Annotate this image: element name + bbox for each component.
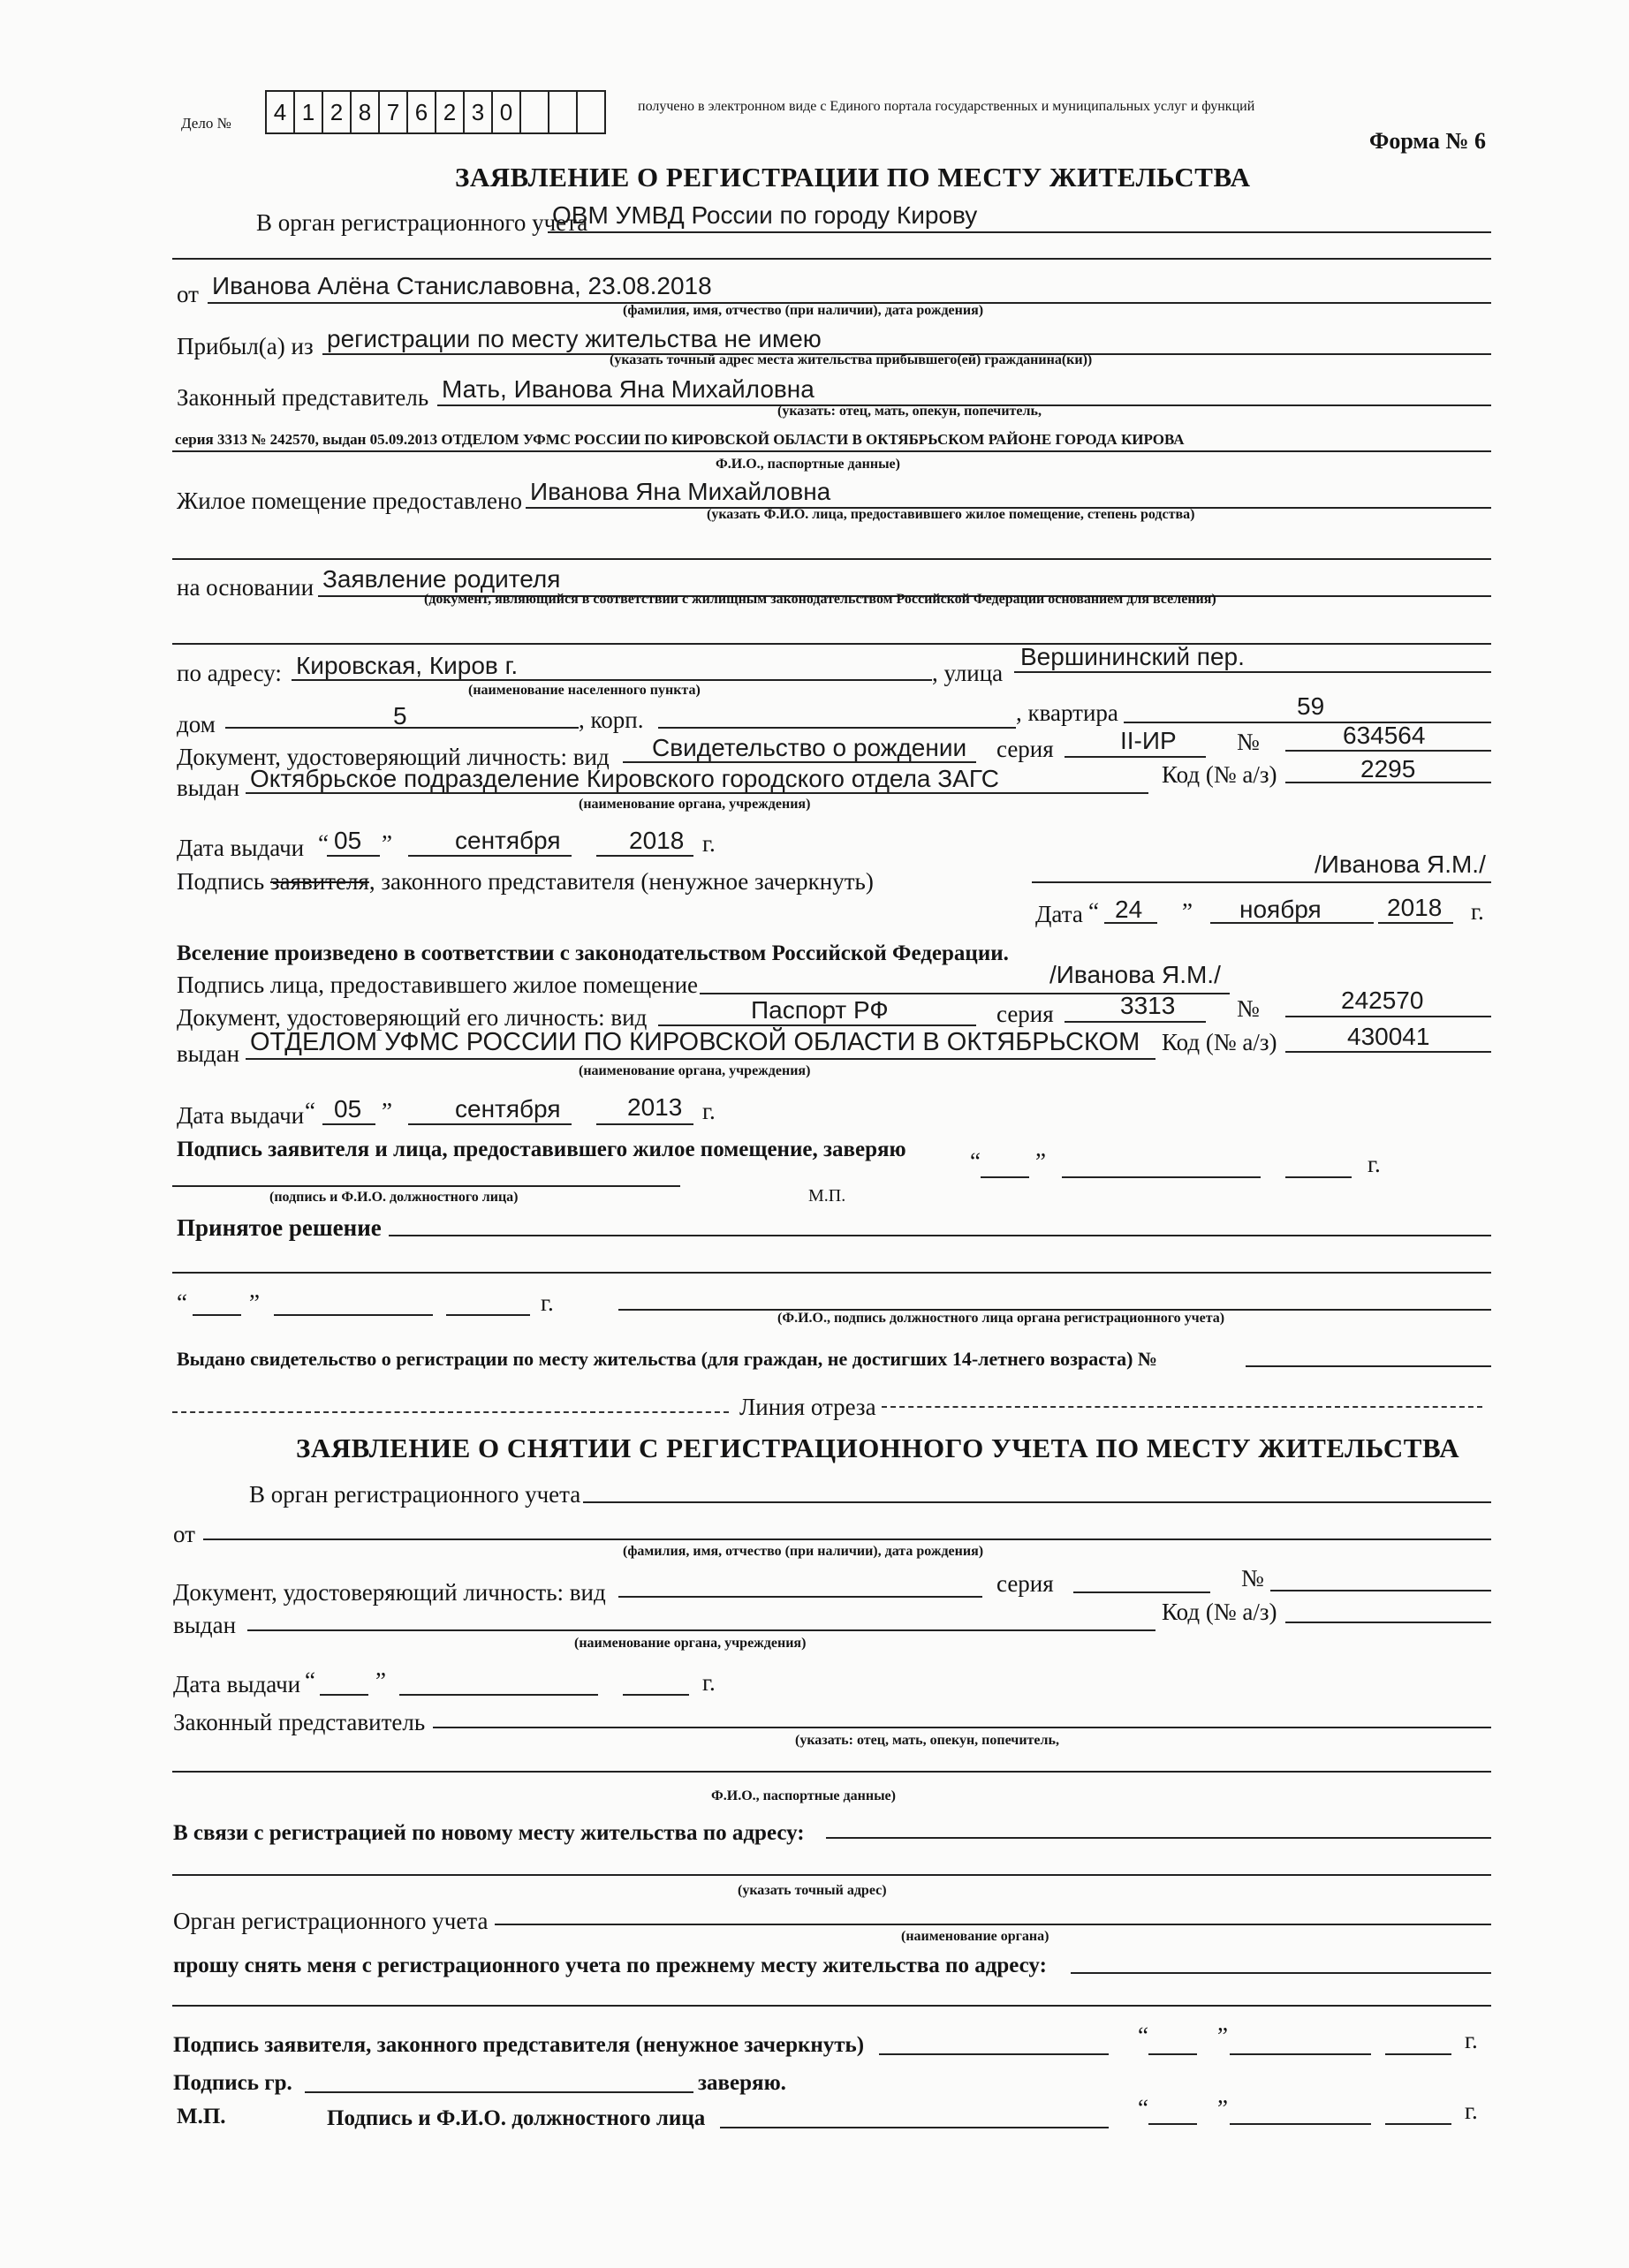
certify-year-suffix: г. (1368, 1151, 1381, 1177)
form2-rep-line-2 (172, 1771, 1491, 1773)
sign-label (177, 868, 874, 896)
mp-stamp-1: М.П. (808, 1186, 846, 1206)
form2-request-label: прошу снять меня с регистрационного учета по прежнему месту жительства по адресу: (173, 1954, 1047, 1977)
certify-date-open-quote: “ (970, 1148, 981, 1175)
form2-date-year-line (623, 1694, 689, 1696)
housing-label: Жилое помещение предоставлено (177, 488, 522, 514)
arrived-value: регистрации по месту жительства не имею (327, 325, 822, 352)
form2-from-label: от (173, 1521, 195, 1547)
portal-note: получено в электронном виде с Единого портала государственных и муниципальных услуг и функций (638, 99, 1255, 114)
form1-title: ЗАЯВЛЕНИЕ О РЕГИСТРАЦИИ ПО МЕСТУ ЖИТЕЛЬСТВА (455, 162, 1251, 193)
official2-hint: (Ф.И.О., подпись должностного лица органа регистрационного учета) (777, 1311, 1225, 1326)
rep-value: Мать, Иванова Яна Михайловна (442, 375, 814, 403)
sign-date-year: 2018 (1387, 894, 1443, 921)
form2-official-date-year-line (1385, 2123, 1451, 2125)
case-digit: 8 (352, 92, 380, 132)
code-value: 2295 (1360, 755, 1416, 782)
form2-sign-line (879, 2053, 1109, 2055)
form2-series-line (1073, 1591, 1210, 1593)
form2-newaddr-line (826, 1837, 1491, 1839)
date-month-line (408, 855, 572, 857)
form2-doc-line (618, 1596, 982, 1598)
form2-date-label: Дата выдачи (173, 1671, 301, 1697)
form2-sign-gr-line (305, 2091, 693, 2093)
date2-label: Дата выдачи (177, 1102, 305, 1129)
organ-value: ОВМ УМВД России по городу Кирову (552, 201, 978, 229)
delo-label: Дело № (181, 115, 231, 132)
form2-request-line-2 (172, 2005, 1491, 2007)
num-value: 634564 (1343, 722, 1426, 749)
form2-sign-date-year-line (1385, 2053, 1451, 2055)
flat-label: , квартира (1016, 699, 1118, 726)
case-number-boxes (265, 90, 606, 134)
arrived-label: Прибыл(а) из (177, 333, 314, 359)
form2-sign-date-day-line (1148, 2053, 1197, 2055)
case-digit: 4 (267, 92, 295, 132)
form2-newaddr-hint: (указать точный адрес) (738, 1883, 887, 1898)
form-number: Форма № 6 (1369, 128, 1487, 154)
form2-request-line (1071, 1972, 1491, 1974)
doc2-line (658, 1024, 976, 1026)
num-label: № (1237, 729, 1260, 755)
case-digit: 3 (465, 92, 493, 132)
issued-hint: (наименование органа, учреждения) (579, 797, 811, 812)
form2-rep-label: Законный представитель (173, 1709, 426, 1735)
doc2-series-label: серия (996, 1001, 1054, 1027)
sign-date-month: ноября (1239, 896, 1322, 923)
basis-hint: (документ, являющийся в соответствии с жилищным законодательством Российской Федерации основанием для вселения) (424, 592, 1216, 607)
form2-series-label: серия (996, 1570, 1054, 1597)
decision-date-open-quote: “ (177, 1289, 187, 1316)
provider-sign-value: /Иванова Я.М./ (1049, 961, 1221, 988)
flat-value: 59 (1297, 692, 1325, 720)
house-line (225, 727, 579, 729)
date-day-line (327, 855, 380, 857)
code2-value: 430041 (1347, 1023, 1430, 1050)
form2-date-day-line (320, 1694, 368, 1696)
date2-year-suffix: г. (702, 1098, 716, 1124)
form2-organ2-hint: (наименование органа) (901, 1929, 1049, 1944)
form2-organ2-line (495, 1924, 1491, 1925)
sign-date-label: Дата (1035, 901, 1083, 927)
date-open-quote: “ (318, 830, 329, 857)
settled-text: Вселение произведено в соответствии с законодательством Российской Федерации. (177, 941, 1009, 965)
decision-date-day-line (193, 1314, 241, 1316)
certify-date-year-line (1285, 1176, 1352, 1178)
sign-label-prefix: Подпись (177, 868, 265, 895)
provider-sign-label: Подпись лица, предоставившего жилое помещение (177, 971, 699, 998)
decision-date-year-line (446, 1314, 530, 1316)
form2-mp: М.П. (177, 2105, 226, 2128)
date-day: 05 (334, 827, 362, 854)
rep-passport: серия 3313 № 242570, выдан 05.09.2013 ОТДЕЛОМ УФМС РОССИИ ПО КИРОВСКОЙ ОБЛАСТИ В ОКТЯБРЬСКОМ РАЙОНЕ ГОРОДА КИРОВА (175, 431, 1185, 448)
issued2-line (246, 1058, 1155, 1060)
date2-day: 05 (334, 1095, 362, 1123)
organ-line-2 (172, 258, 1491, 260)
form2-rep-hint: (указать: отец, мать, опекун, попечитель, (795, 1733, 1059, 1748)
sign-line (1032, 881, 1491, 883)
decision-line-2 (172, 1272, 1491, 1274)
sign-date-month-line (1210, 922, 1374, 924)
decision-date-close-quote: ” (249, 1289, 260, 1316)
doc-line (623, 761, 976, 763)
doc2-num-label: № (1237, 995, 1260, 1022)
form2-rep-hint-2: Ф.И.О., паспортные данные) (711, 1788, 896, 1803)
form2-official-date-month-line (1230, 2123, 1371, 2125)
code-line (1285, 782, 1491, 783)
case-digit: 7 (380, 92, 408, 132)
form2-doc-label: Документ, удостоверяющий личность: вид (173, 1579, 606, 1606)
sign-date-open-quote: “ (1088, 898, 1099, 925)
form2-official-date-day-line (1148, 2123, 1197, 2125)
date2-year: 2013 (627, 1093, 683, 1121)
form2-organ-label: В орган регистрационного учета (249, 1481, 581, 1508)
certify-date-close-quote: ” (1035, 1148, 1046, 1175)
series-value: II-ИР (1120, 727, 1177, 754)
doc2-num-line (1285, 1016, 1491, 1017)
form2-date-open-quote: “ (305, 1667, 315, 1694)
date-month: сентября (455, 827, 561, 854)
sign-value: /Иванова Я.М./ (1315, 850, 1486, 878)
certify-date-day-line (981, 1176, 1029, 1178)
date2-month-line (408, 1123, 572, 1125)
form2-sign-date-month-line (1230, 2053, 1371, 2055)
certificate-line (1246, 1365, 1491, 1367)
from-hint: (фамилия, имя, отчество (при наличии), дата рождения) (623, 303, 984, 318)
cut-line-label: Линия отреза (739, 1394, 876, 1420)
form2-newaddr-line-2 (172, 1874, 1491, 1876)
issued2-hint: (наименование органа, учреждения) (579, 1063, 811, 1078)
cut-line-left (172, 1411, 729, 1413)
address-label: по адресу: (177, 660, 282, 686)
certificate-label: Выдано свидетельство о регистрации по месту жительства (для граждан, не достигших 14-летнего возраста) № (177, 1348, 1158, 1370)
form2-sign-gr-label: Подпись гр. (173, 2071, 292, 2095)
flat-line (1124, 722, 1491, 723)
form2-official-year-suffix: г. (1465, 2098, 1478, 2124)
form2-sign-label: Подпись заявителя, законного представителя (ненужное зачеркнуть) (173, 2033, 865, 2057)
form2-date-month-line (399, 1694, 598, 1696)
decision-label: Принятое решение (177, 1214, 382, 1241)
cut-line-right (882, 1406, 1482, 1408)
form2-code-line (1285, 1622, 1491, 1623)
code2-label: Код (№ а/з) (1162, 1029, 1277, 1055)
doc2-num: 242570 (1341, 987, 1424, 1014)
doc2-value: Паспорт РФ (751, 996, 889, 1024)
date2-year-line (596, 1123, 693, 1125)
korp-line (658, 727, 1016, 729)
case-digit (549, 92, 578, 132)
decision-line (389, 1235, 1491, 1236)
form2-sign-year-suffix: г. (1465, 2027, 1478, 2053)
street-label: , улица (932, 660, 1004, 686)
issued2-value: ОТДЕЛОМ УФМС РОССИИ ПО КИРОВСКОЙ ОБЛАСТИ В ОКТЯБРЬСКОМ (250, 1028, 1140, 1056)
rep-label: Законный представитель (177, 384, 429, 411)
sign-date-year-suffix: г. (1471, 898, 1484, 925)
date-year-line (596, 855, 693, 857)
sign-label-struck: заявителя (269, 868, 369, 895)
doc-label: Документ, удостоверяющий личность: вид (177, 744, 610, 770)
housing-line-2 (172, 558, 1491, 560)
form2-sign-date-open-quote: “ (1138, 2022, 1148, 2049)
form2-organ-line (583, 1501, 1491, 1503)
doc-value: Свидетельство о рождении (652, 734, 967, 761)
form2-official-date-open-quote: “ (1138, 2095, 1148, 2121)
form2-issued-line (247, 1629, 1155, 1631)
sign-date-day-line (1104, 922, 1157, 924)
date2-open-quote: “ (305, 1098, 315, 1124)
house-value: 5 (393, 702, 407, 730)
korp-label: , корп. (579, 707, 644, 733)
rep-passport-line (172, 450, 1491, 452)
sign-date-day: 24 (1115, 896, 1143, 923)
organ-line (548, 231, 1491, 233)
form2-issued-label: выдан (173, 1612, 237, 1638)
housing-value: Иванова Яна Михайловна (530, 478, 831, 505)
case-digit: 1 (295, 92, 323, 132)
form2-rep-line (433, 1727, 1491, 1728)
date-label: Дата выдачи (177, 835, 305, 861)
organ-label: В орган регистрационного учета (256, 209, 588, 236)
form2-official-label: Подпись и Ф.И.О. должностного лица (327, 2106, 706, 2130)
issued2-label: выдан (177, 1040, 240, 1067)
case-digit: 2 (436, 92, 465, 132)
date2-close-quote: ” (382, 1098, 392, 1124)
num-line (1285, 750, 1491, 752)
issued-value: Октябрьское подразделение Кировского городского отдела ЗАГС (250, 765, 999, 792)
decision-date-month-line (274, 1314, 433, 1316)
issued-label: выдан (177, 775, 240, 801)
case-digit: 6 (408, 92, 436, 132)
form2-from-hint: (фамилия, имя, отчество (при наличии), дата рождения) (623, 1544, 984, 1559)
date2-month: сентября (455, 1095, 561, 1123)
doc2-series: 3313 (1120, 992, 1176, 1019)
housing-hint: (указать Ф.И.О. лица, предоставившего жилое помещение, степень родства) (707, 507, 1195, 522)
form2-newaddr-label: В связи с регистрацией по новому месту жительства по адресу: (173, 1821, 805, 1845)
form2-organ2-label: Орган регистрационного учета (173, 1908, 489, 1934)
from-label: от (177, 281, 199, 307)
address-city: Кировская, Киров г. (296, 652, 519, 679)
certify-label: Подпись заявителя и лица, предоставившего жилое помещение, заверяю (177, 1138, 906, 1161)
form2-certify: заверяю. (698, 2071, 786, 2095)
case-digit: 2 (323, 92, 352, 132)
issued-line (246, 792, 1148, 794)
city-hint: (наименование населенного пункта) (468, 683, 701, 698)
form2-date-close-quote: ” (375, 1667, 386, 1694)
certify-date-month-line (1062, 1176, 1261, 1178)
sign-date-year-line (1378, 922, 1453, 924)
form2-num-label: № (1241, 1565, 1264, 1591)
form2-year-suffix: г. (702, 1669, 716, 1696)
street-value: Вершининский пер. (1020, 643, 1245, 670)
form2-official-date-close-quote: ” (1217, 2095, 1228, 2121)
sign-date-close-quote: ” (1182, 898, 1193, 925)
rep-hint: (указать: отец, мать, опекун, попечитель, (777, 404, 1042, 419)
official-sign-line (172, 1185, 680, 1187)
house-label: дом (177, 711, 216, 737)
code-label: Код (№ а/з) (1162, 761, 1277, 788)
arrived-hint: (указать точный адрес места жительства прибывшего(ей) гражданина(ки)) (610, 352, 1093, 367)
basis-value: Заявление родителя (322, 565, 561, 593)
case-digit (578, 92, 604, 132)
case-digit: 0 (493, 92, 521, 132)
basis-label: на основании (177, 574, 314, 601)
date-close-quote: ” (382, 830, 392, 857)
basis-line-2 (172, 643, 1491, 645)
year-suffix: г. (702, 830, 716, 857)
form2-code-label: Код (№ а/з) (1162, 1599, 1277, 1625)
form2-num-line (1270, 1590, 1491, 1591)
doc2-label: Документ, удостоверяющий его личность: вид (177, 1004, 648, 1031)
official-hint: (подпись и Ф.И.О. должностного лица) (269, 1190, 519, 1205)
code2-line (1285, 1051, 1491, 1053)
series-label: серия (996, 736, 1054, 762)
form2-issued-hint: (наименование органа, учреждения) (574, 1636, 807, 1651)
decision-year-suffix: г. (541, 1289, 554, 1316)
date-year: 2018 (629, 827, 685, 854)
from-value: Иванова Алёна Станиславовна, 23.08.2018 (212, 272, 712, 299)
form2-official-line (720, 2127, 1109, 2128)
form2-title: ЗАЯВЛЕНИЕ О СНЯТИИ С РЕГИСТРАЦИОННОГО УЧЕТА ПО МЕСТУ ЖИТЕЛЬСТВА (296, 1433, 1460, 1463)
doc2-series-line (1065, 1021, 1206, 1023)
date2-day-line (322, 1123, 375, 1125)
rep-hint-2: Ф.И.О., паспортные данные) (716, 457, 900, 472)
street-line (1014, 671, 1491, 673)
form2-sign-date-close-quote: ” (1217, 2022, 1228, 2049)
sign-label-rest: , законного представителя (ненужное зачеркнуть) (368, 868, 874, 895)
form2-from-line (203, 1538, 1491, 1540)
address-city-line (292, 679, 932, 681)
case-digit (521, 92, 549, 132)
series-line (1065, 756, 1206, 758)
